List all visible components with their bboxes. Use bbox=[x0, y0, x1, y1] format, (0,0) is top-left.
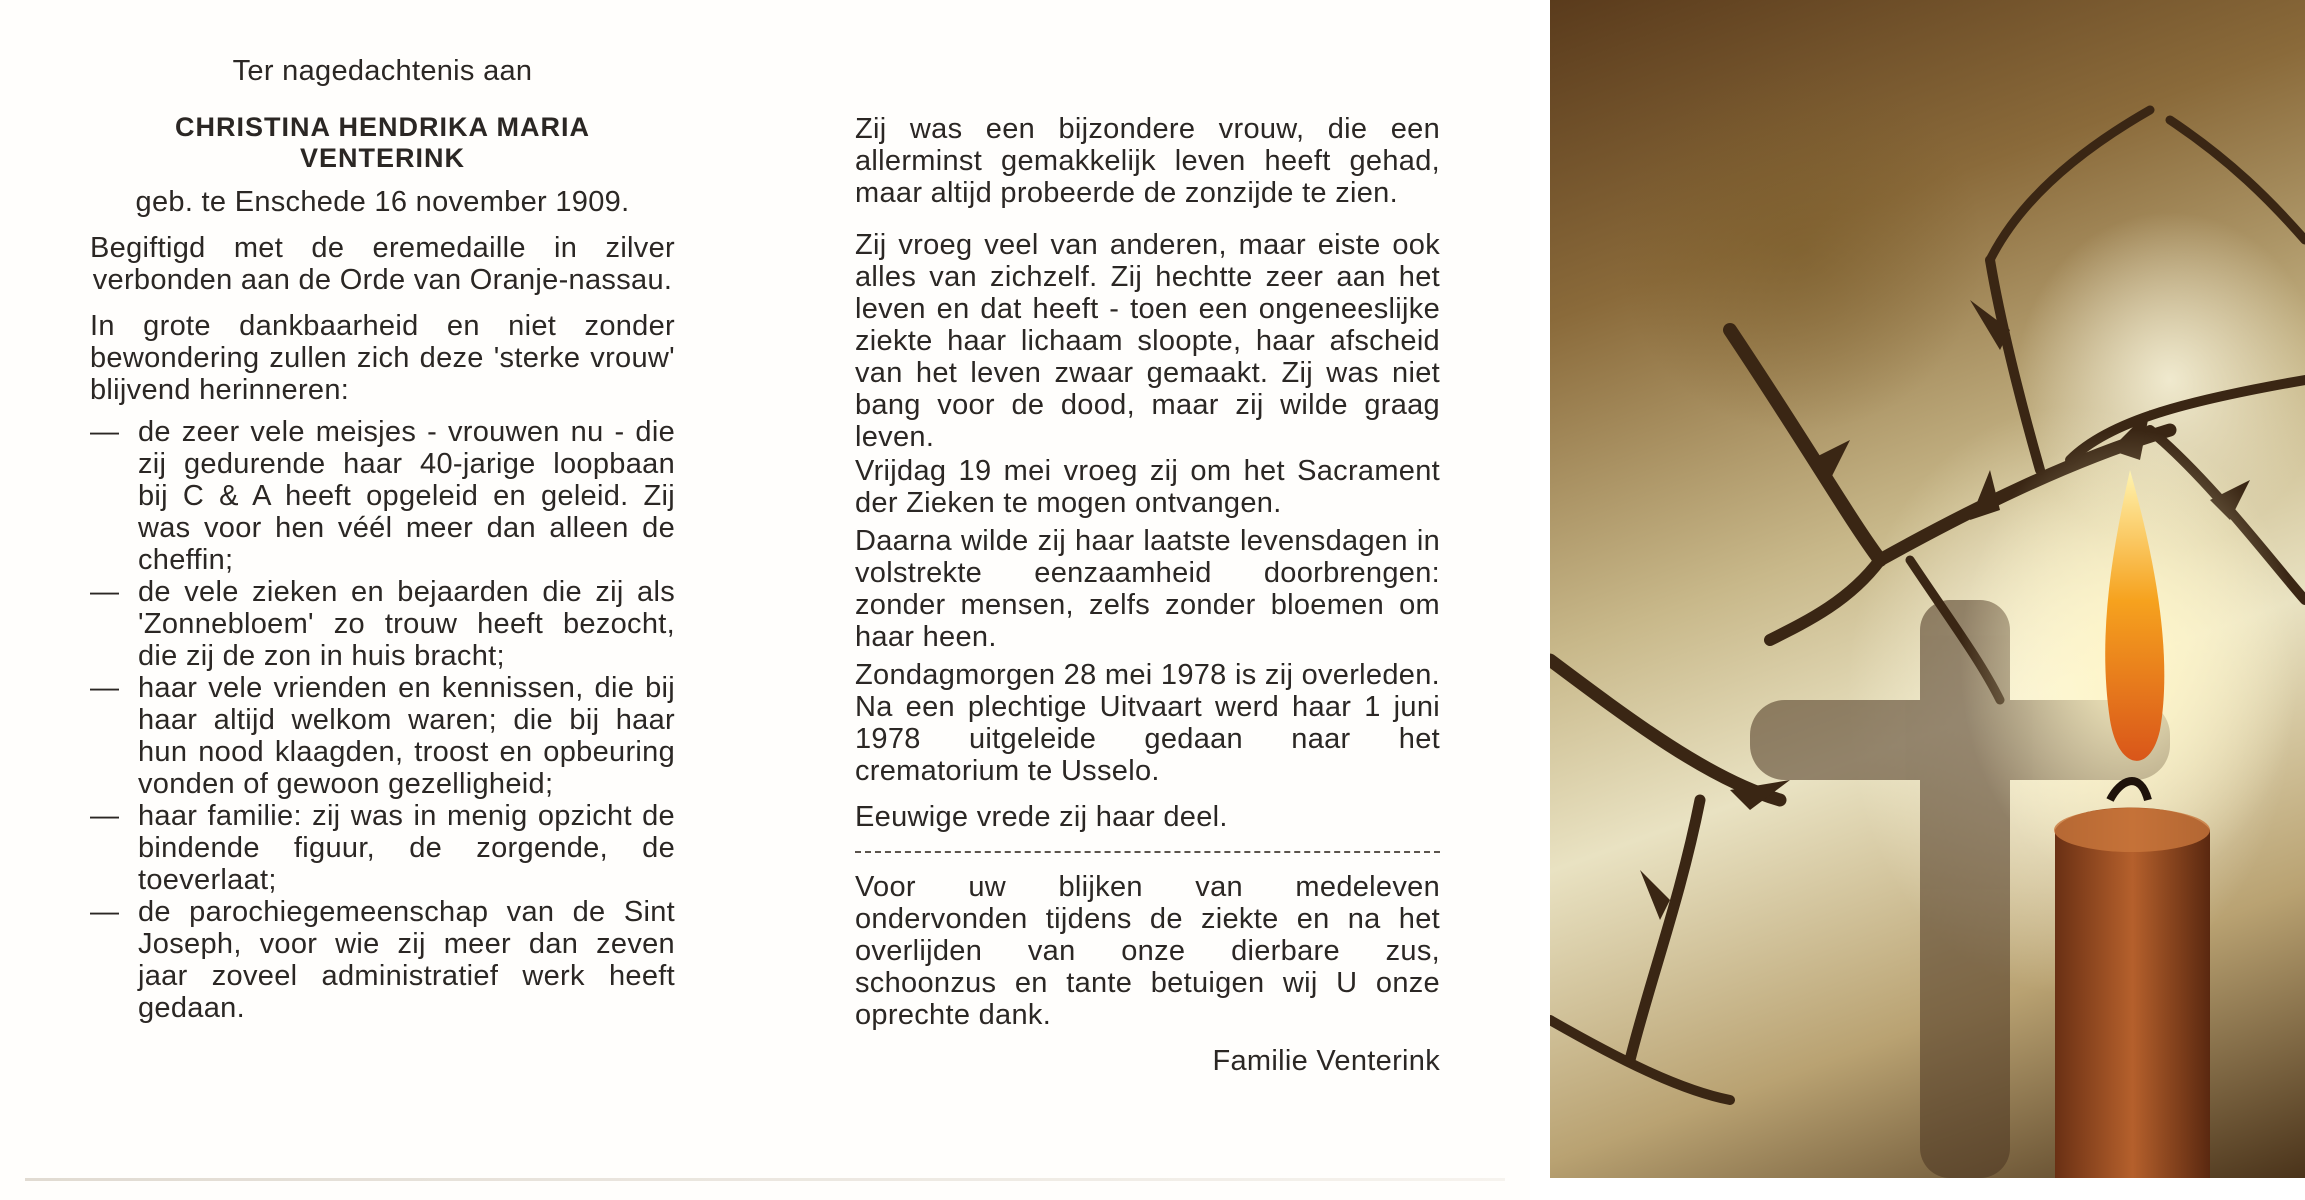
list-item-text: de parochiegemeenschap van de Sint Joseph, voor wie zij meer dan zeven jaar zoveel administratief werk heeft gedaan. bbox=[138, 896, 675, 1024]
thanks-paragraph: Voor uw blijken van medeleven ondervonden tijdens de ziekte en na het overlijden van onze dierbare zus, schoonzus en tante betuigen wij U onze oprechte dank. bbox=[855, 871, 1440, 1031]
dash-bullet: — bbox=[90, 896, 120, 928]
death-paragraph: Zondagmorgen 28 mei 1978 is zij overleden. Na een plechtige Uitvaart werd haar 1 juni 1978 uitgeleide gedaan naar het crematorium te Usselo. bbox=[855, 659, 1440, 787]
family-signature: Familie Venterink bbox=[1212, 1045, 1440, 1077]
dash-bullet: — bbox=[90, 416, 120, 448]
candle-body bbox=[2055, 808, 2210, 1179]
life-paragraph: Zij was een bijzondere vrouw, die een allerminst gemakkelijk leven heeft gehad, maar altijd probeerde de zonzijde te zien. bbox=[855, 113, 1440, 209]
left-column bbox=[90, 55, 675, 1024]
candle-cross-thorns-illustration bbox=[1550, 0, 2305, 1178]
remembrance-list bbox=[90, 416, 675, 1024]
list-item-text: de zeer vele meisjes - vrouwen nu - die zij gedurende haar 40-jarige loopbaan bij C & A heeft opgeleid en geleid. Zij was voor hen véél meer dan alleen de cheffin; bbox=[138, 416, 675, 576]
name-line-1: CHRISTINA HENDRIKA MARIA bbox=[175, 112, 590, 142]
list-item bbox=[90, 672, 675, 800]
gratitude-paragraph: In grote dankbaarheid en niet zonder bewondering zullen zich deze 'sterke vrouw' blijvend herinneren: bbox=[90, 310, 675, 406]
solitude-paragraph: Daarna wilde zij haar laatste levensdagen in volstrekte eenzaamheid doorbrengen: zonder mensen, zelfs zonder bloemen om haar heen. bbox=[855, 525, 1440, 653]
list-item-text: de vele zieken en bejaarden die zij als 'Zonnebloem' zo trouw heeft bezocht, die zij de zon in huis bracht; bbox=[138, 576, 675, 672]
name-line-2: VENTERINK bbox=[299, 143, 465, 173]
candle-top bbox=[2054, 808, 2210, 852]
dash-bullet: — bbox=[90, 800, 120, 832]
list-item bbox=[90, 896, 675, 1024]
honor-paragraph: Begiftigd met de eremedaille in zilver verbonden aan de Orde van Oranje-nassau. bbox=[90, 232, 675, 296]
character-paragraph: Zij vroeg veel van anderen, maar eiste ook alles van zichzelf. Zij hechtte zeer aan het leven en dat heeft - toen een ongeneeslijke ziekte haar lichaam sloopte, haar afscheid van het leven zwaar gemaakt. Zij was niet bang voor de dood, maar zij wilde graag leven. bbox=[855, 229, 1440, 453]
deceased-name bbox=[90, 112, 675, 174]
right-column bbox=[855, 113, 1440, 1106]
dash-bullet: — bbox=[90, 576, 120, 608]
candle-photo bbox=[1550, 0, 2305, 1178]
dash-bullet: — bbox=[90, 672, 120, 704]
list-item bbox=[90, 416, 675, 576]
list-item bbox=[90, 800, 675, 896]
sacrament-paragraph: Vrijdag 19 mei vroeg zij om het Sacrament der Zieken te mogen ontvangen. bbox=[855, 455, 1440, 519]
divider bbox=[855, 851, 1440, 853]
peace-line: Eeuwige vrede zij haar deel. bbox=[855, 801, 1228, 833]
birth-line: geb. te Enschede 16 november 1909. bbox=[135, 186, 630, 218]
intro-line: Ter nagedachtenis aan bbox=[232, 55, 533, 87]
scan-edge-shadow bbox=[25, 1178, 1505, 1181]
list-item-text: haar familie: zij was in menig opzicht de bindende figuur, de zorgende, de toeverlaat; bbox=[138, 800, 675, 896]
list-item-text: haar vele vrienden en kennissen, die bij haar altijd welkom waren; die bij haar hun nood klaagden, troost en opbeuring vonden of gewoon gezelligheid; bbox=[138, 672, 675, 800]
list-item bbox=[90, 576, 675, 672]
